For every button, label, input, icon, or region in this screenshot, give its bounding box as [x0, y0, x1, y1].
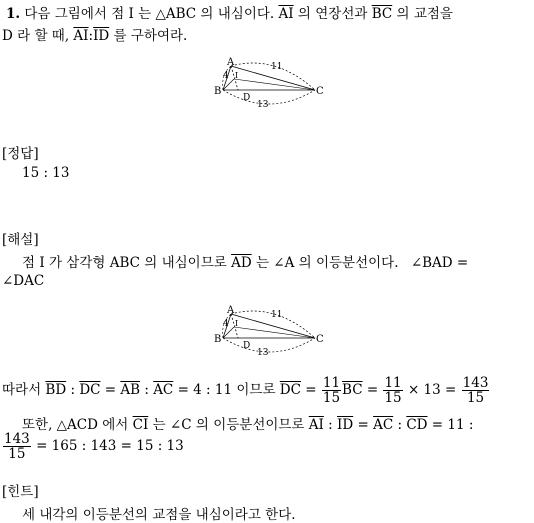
- solution-text: = 11 :: [431, 417, 474, 433]
- solution-line-1: [22, 251, 468, 271]
- segment-bd: $\overline{BD}$: [45, 382, 67, 398]
- label-d: D: [243, 341, 251, 351]
- segment-bc: $\overline{BC}$: [371, 6, 393, 22]
- numerator: 11: [384, 375, 402, 391]
- solution-text: ∠BAD =: [410, 255, 469, 271]
- denominator: 15: [466, 390, 485, 406]
- segment-ad: $\overline{AD}$: [231, 255, 252, 271]
- equals-sign: =: [305, 382, 317, 398]
- triangle-figure: [205, 56, 335, 110]
- problem-line-2: [2, 24, 187, 44]
- solution-text: 점 I 가 삼각형 ABC 의 내심이므로: [22, 255, 227, 271]
- segment-ab: $\overline{AB}$: [120, 382, 141, 398]
- solution-line-2: ∠DAC: [2, 273, 45, 289]
- segment-ac: $\overline{AC}$: [153, 382, 174, 398]
- label-c: C: [316, 86, 324, 97]
- answer-value: 15 : 13: [22, 165, 70, 181]
- segment-ac: $\overline{AC}$: [373, 417, 394, 433]
- label-i: I: [235, 319, 239, 328]
- solution-text: = 165 : 143 = 15 : 13: [36, 438, 184, 454]
- label-i: I: [235, 71, 239, 80]
- colon: :: [88, 28, 94, 44]
- segment-dc: $\overline{DC}$: [279, 382, 301, 398]
- label-b: B: [214, 86, 222, 97]
- problem-text: 를 구하여라.: [113, 28, 188, 44]
- denominator: 15: [8, 446, 26, 462]
- segment-cd: $\overline{CD}$: [406, 417, 428, 433]
- label-bc-length: 13: [257, 348, 269, 358]
- label-bc-length: 13: [257, 100, 269, 110]
- fraction: [462, 376, 490, 405]
- label-ab-length: 4: [223, 319, 229, 329]
- triangle-figure-solution: [205, 304, 335, 358]
- solution-text: = 4 : 11 이므로: [177, 382, 276, 398]
- solution-heading: [해설]: [2, 232, 39, 248]
- equals-sign: =: [366, 382, 379, 398]
- segment-id: $\overline{ID}$: [93, 28, 110, 44]
- segment-ai: $\overline{AI}$: [308, 417, 324, 433]
- hint-heading: [힌트]: [2, 484, 39, 500]
- label-d: D: [243, 93, 251, 103]
- numerator: 11: [322, 375, 341, 391]
- label-c: C: [316, 334, 324, 345]
- label-b: B: [214, 334, 222, 345]
- problem-text: 의 교점을: [396, 6, 453, 22]
- solution-text: × 13 =: [407, 382, 457, 398]
- solution-line-4: 또한, △ACD 에서 $\overline{CI}$ 는 ∠C 의 이등분선이므로 $\overline{AI}$ : $\overline{ID} = \overline{AC}$ : $\overline{CD} = 11$ :: [22, 417, 474, 433]
- solution-text: 따라서: [2, 382, 42, 398]
- problem-text: 다음 그림에서 점 I 는 △ABC 의 내심이다.: [24, 6, 275, 22]
- label-ac-length: 11: [271, 310, 283, 320]
- fraction: [322, 376, 341, 405]
- denominator: 15: [384, 390, 402, 406]
- segment-dc: $\overline{DC}$: [79, 382, 101, 398]
- label-a: A: [227, 305, 235, 316]
- solution-line-5: [2, 432, 184, 461]
- segment-id: $\overline{ID}$: [337, 417, 354, 433]
- numerator: 143: [462, 375, 489, 391]
- segment-bc: $\overline{BC}$: [342, 382, 363, 398]
- label-a: A: [227, 57, 235, 68]
- hint-text: 세 내각의 이등분선의 교점을 내심이라고 한다.: [22, 507, 296, 523]
- segment-ci: $\overline{CI}$: [132, 417, 149, 433]
- denominator: 15: [322, 390, 341, 406]
- problem-text: 의 연장선과: [297, 6, 368, 22]
- answer-heading: [정답]: [2, 146, 39, 162]
- solution-text: 는 ∠C 의 이등분선이므로: [152, 417, 305, 433]
- label-ab-length: 4: [223, 71, 229, 81]
- solution-line-3: 따라서 $\overline{BD}$ : $\overline{DC} = \overline{AB}$ : $\overline{AC} = 4$ : 11 이므로 $\overline{DC}$ = $\frac{11}{15}$ $\overline{BC}$ = $\frac{11}{15}$ × 13 = $\frac{143}{15}$: [2, 375, 489, 406]
- fraction: [3, 432, 31, 461]
- problem-line-1: [6, 2, 453, 22]
- segment-ai: $\overline{AI}$: [73, 28, 89, 44]
- problem-text: D 라 할 때,: [2, 28, 70, 44]
- solution-text: 는 ∠A 의 이등분선이다.: [255, 255, 399, 271]
- problem-number: 1.: [6, 6, 21, 22]
- label-ac-length: 11: [271, 62, 283, 72]
- segment-ai: $\overline{AI}$: [278, 6, 294, 22]
- fraction: [383, 376, 402, 405]
- numerator: 143: [4, 431, 30, 447]
- solution-text: 또한, △ACD 에서: [22, 417, 129, 433]
